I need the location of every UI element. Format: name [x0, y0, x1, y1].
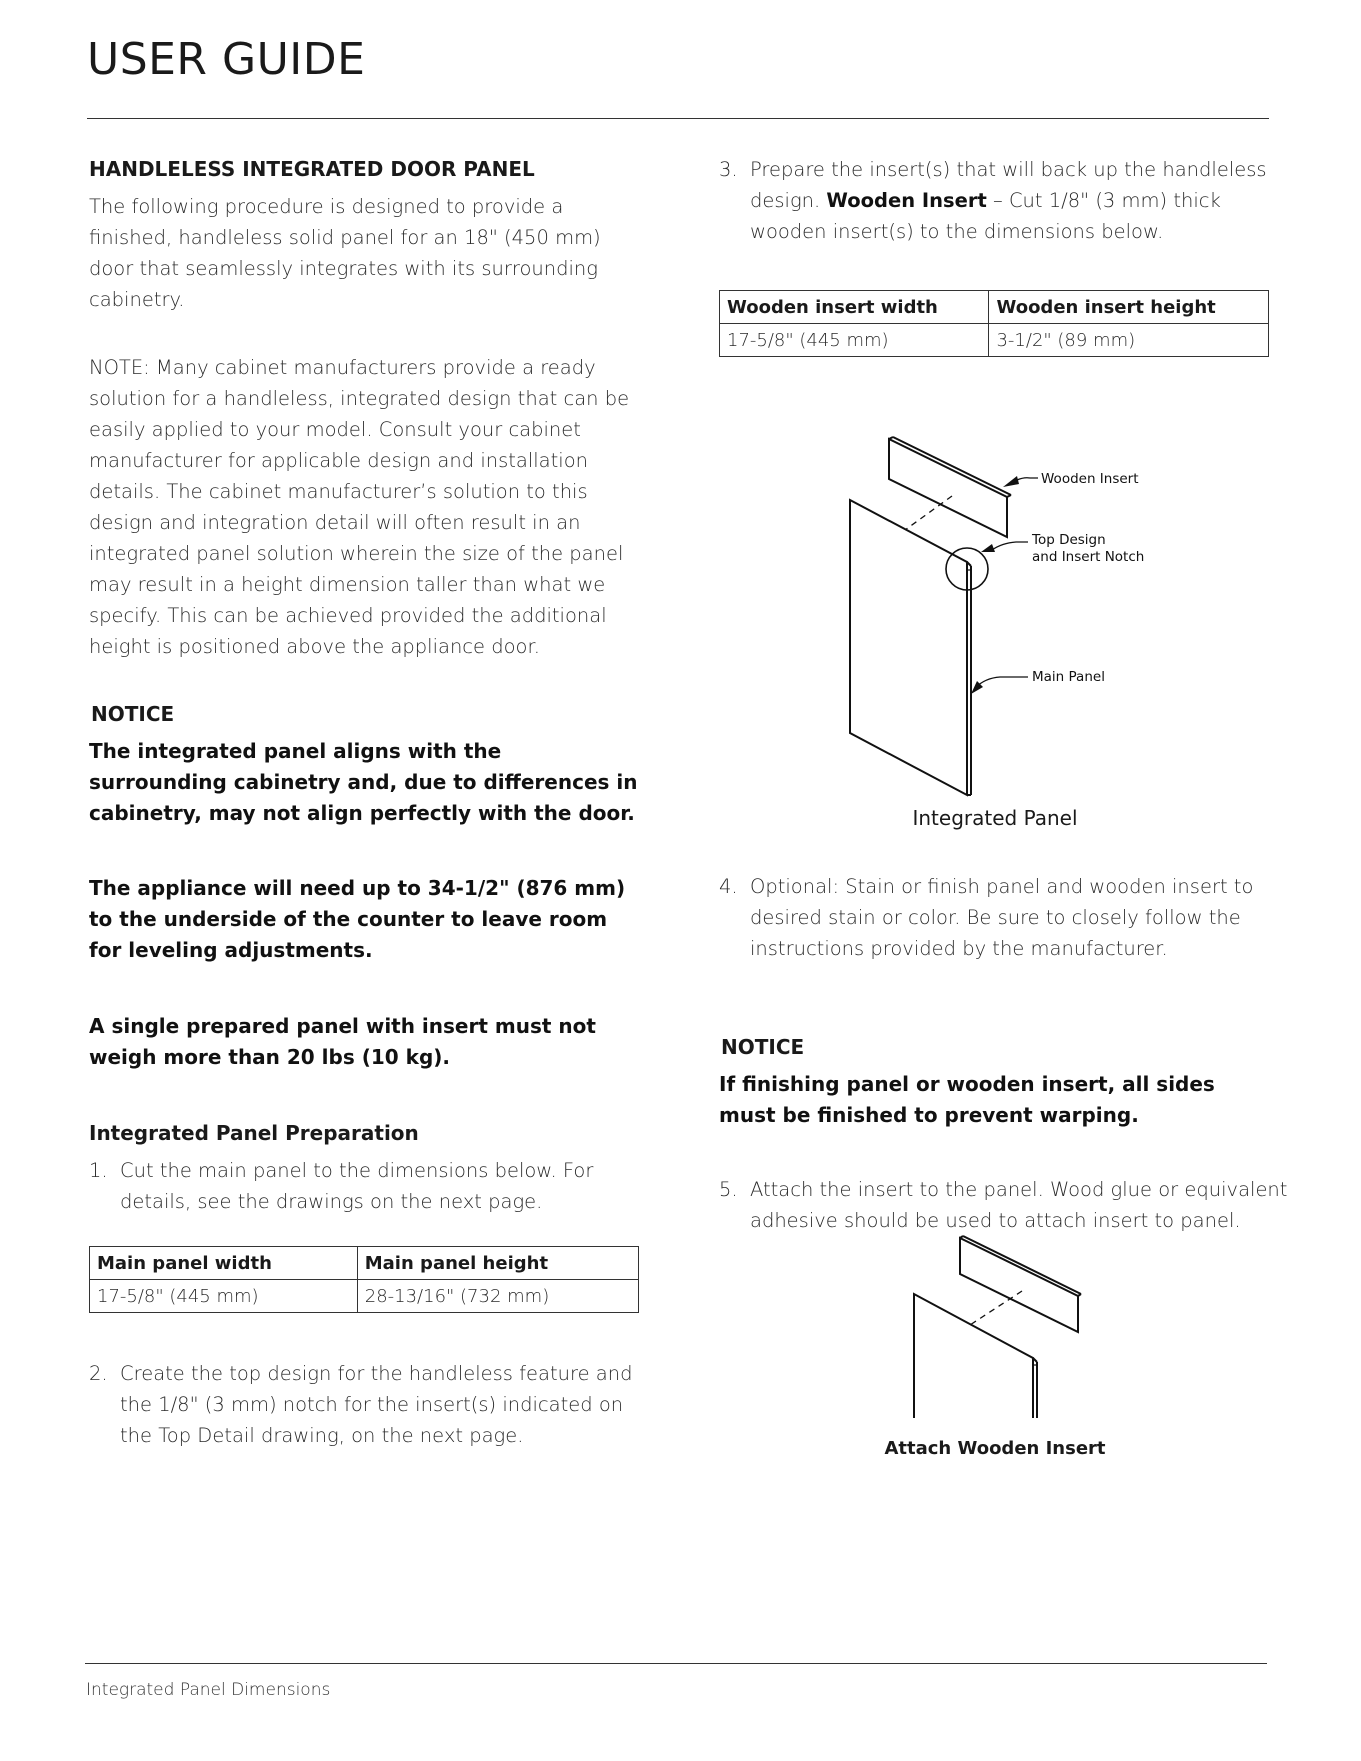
table-cell: 17-5/8" (445 mm) [90, 1280, 358, 1313]
figure-caption-integrated-panel: Integrated Panel [912, 806, 1078, 830]
right-column [719, 154, 1269, 247]
notice-finishing: If finishing panel or wooden insert, all sides must be finished to prevent warping. [719, 1072, 1215, 1127]
step-text: Create the top design for the handleless feature and the 1/8" (3 mm) notch for the insert(s) indicated on the Top Detail drawing, on the next page. [120, 1362, 633, 1447]
step-number: 2. [89, 1362, 108, 1385]
label-wooden-insert: Wooden Insert [1041, 471, 1139, 487]
table-header: Wooden insert width [720, 291, 989, 324]
table-cell: 17-5/8" (445 mm) [720, 324, 989, 357]
left-column [89, 154, 639, 1451]
wooden-insert-table [719, 290, 1269, 357]
notice-label: NOTICE [721, 1035, 805, 1059]
main-panel-table [89, 1246, 639, 1313]
table-header-row [90, 1247, 639, 1280]
step-number: 1. [89, 1159, 108, 1182]
table-header: Wooden insert height [989, 291, 1269, 324]
notice-label: NOTICE [91, 702, 175, 726]
label-insert-notch: and Insert Notch [1032, 549, 1145, 565]
notice-height: The appliance will need up to 34-1/2" (876 mm) to the underside of the counter to leave room for leveling adjustments. [89, 876, 626, 962]
section-heading: HANDLELESS INTEGRATED DOOR PANEL [89, 157, 535, 181]
right-notice [719, 1032, 1259, 1131]
table-cell: 28-13/16" (732 mm) [357, 1280, 638, 1313]
step-number: 4. [719, 875, 738, 898]
wooden-insert-drawing [960, 1236, 1081, 1332]
notice-alignment: The integrated panel aligns with the surrounding cabinetry and, due to differences in cabinetry, may not align perfectly with the door. [89, 739, 638, 825]
table-row [90, 1280, 639, 1313]
step-text: Cut the main panel to the dimensions below. For details, see the drawings on the next page. [120, 1159, 594, 1213]
wooden-insert-drawing [889, 437, 1011, 537]
header-rule [87, 118, 1269, 119]
integrated-panel-diagram [820, 430, 1180, 810]
step-2 [89, 1358, 639, 1451]
main-panel-drawing [850, 500, 971, 795]
footer-label: Integrated Panel Dimensions [86, 1680, 331, 1700]
intro-paragraph: The following procedure is designed to provide a finished, handleless solid panel for an 18" (450 mm) door that seamlessly integrates with its surrounding cabinetry. [89, 195, 601, 311]
page-title: USER GUIDE [87, 34, 366, 85]
label-main-panel: Main Panel [1032, 669, 1105, 685]
step-1 [89, 1155, 639, 1217]
note-paragraph: NOTE: Many cabinet manufacturers provide a ready solution for a handleless, integrated design that can be easily applied to your model. Consult your cabinet manufacturer for applicable design and installation details. The cabinet manufacturer’s solution to this design and integration detail will often result in an integrated panel solution wherein the size of the panel may result in a height dimension taller than what we specify. This can be achieved provided the additional height is positioned above the appliance door. [89, 356, 630, 658]
prep-heading: Integrated Panel Preparation [89, 1121, 419, 1145]
step-text-bold: Wooden Insert [826, 189, 987, 212]
figure-caption-attach-insert: Attach Wooden Insert [884, 1438, 1106, 1459]
step-text-part: Prepare the insert(s) that will back up the handleless design. [750, 158, 1267, 212]
table-header-row [720, 291, 1269, 324]
notice-weight: A single prepared panel with insert must not weigh more than 20 lbs (10 kg). [89, 1014, 596, 1069]
table-header: Main panel height [357, 1247, 638, 1280]
step-number: 5. [719, 1178, 738, 1201]
attach-insert-diagram [900, 1225, 1100, 1425]
step-number: 3. [719, 158, 738, 181]
step-text: Attach the insert to the panel. Wood glue or equivalent adhesive should be used to attach insert to panel. [750, 1178, 1288, 1232]
step-3 [719, 154, 1269, 247]
main-panel-drawing [914, 1294, 1037, 1418]
step-4 [719, 871, 1280, 964]
label-top-design: Top Design [1032, 532, 1106, 548]
table-row [720, 324, 1269, 357]
step-text: Optional: Stain or finish panel and wooden insert to desired stain or color. Be sure to closely follow the instructions provided by the manufacturer. [750, 875, 1254, 960]
table-cell: 3-1/2" (89 mm) [989, 324, 1269, 357]
step-text [750, 154, 1269, 247]
table-header: Main panel width [90, 1247, 358, 1280]
footer-rule [85, 1663, 1267, 1664]
step-text-part: – Cut 1/8" (3 mm) thick wooden insert(s) to the dimensions below. [750, 189, 1221, 243]
